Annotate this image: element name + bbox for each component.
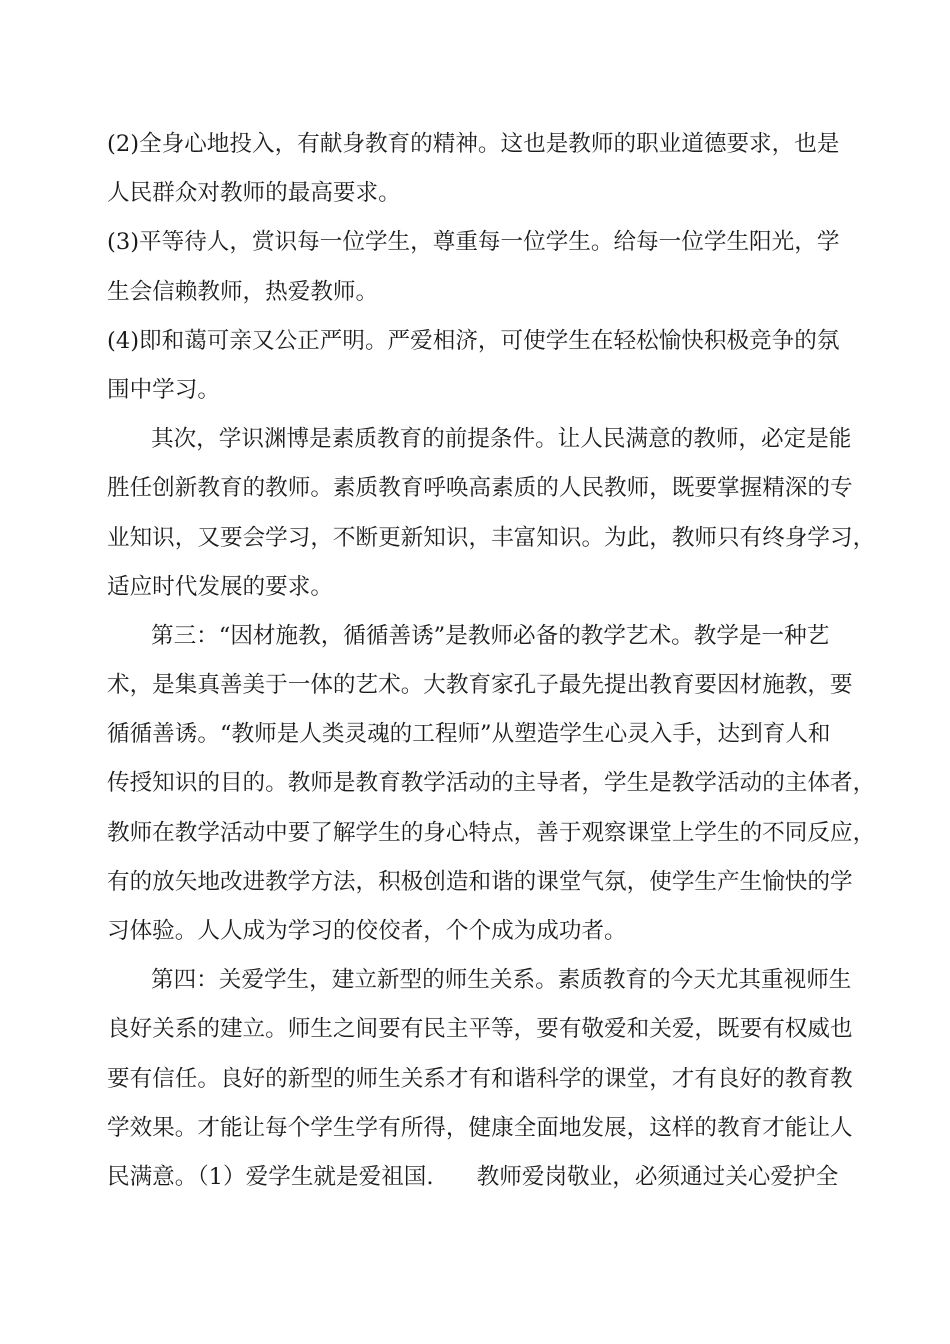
text-line: 围中学习。: [107, 376, 220, 403]
paragraph-point-2: [107, 120, 852, 218]
text-line: 人民群众对教师的最高要求。: [107, 180, 401, 207]
text-line: 传授知识的目的。教师是教育教学活动的主导者，学生是教学活动的主体者，: [107, 770, 876, 797]
text-line: 胜任创新教育的教师。素质教育呼唤高素质的人民教师，既要掌握精深的专: [107, 475, 853, 502]
text-line: 适应时代发展的要求。: [107, 573, 333, 600]
text-line: (4)即和蔼可亲又公正严明。严爱相济，可使学生在轻松愉快积极竞争的氛: [107, 327, 840, 354]
paragraph-point-4: [107, 317, 852, 415]
text-line: 术，是集真善美于一体的艺术。大教育家孔子最先提出教育要因材施教，要: [107, 672, 853, 699]
paragraph-third: [107, 612, 876, 956]
text-line: 业知识，又要会学习，不断更新知识，丰富知识。为此，教师只有终身学习，: [107, 524, 876, 551]
paragraph-second: [107, 415, 876, 612]
text-line: 良好关系的建立。师生之间要有民主平等，要有敬爱和关爱，既要有权威也: [107, 1016, 853, 1043]
text-line: 生会信赖教师，热爱教师。: [107, 278, 379, 305]
text-line: 教师在教学活动中要了解学生的身心特点，善于观察课堂上学生的不同反应，: [107, 819, 876, 846]
text-line: 民满意。（1）爱学生就是爱祖国. 教师爱岗敬业，必须通过关心爱护全: [107, 1163, 839, 1190]
text-line: 学效果。才能让每个学生学有所得，健康全面地发展，这样的教育才能让人: [107, 1114, 853, 1141]
paragraph-fourth: [107, 956, 852, 1202]
text-line: 第三：“因材施教，循循善诱”是教师必备的教学艺术。教学是一种艺: [151, 622, 830, 649]
text-line: 有的放矢地改进教学方法，积极创造和谐的课堂气氛，使学生产生愉快的学: [107, 868, 853, 895]
text-line: (3)平等待人，赏识每一位学生，尊重每一位学生。给每一位学生阳光，学: [107, 229, 840, 256]
text-line: 其次，学识渊博是素质教育的前提条件。让人民满意的教师，必定是能: [151, 426, 852, 453]
text-line: 要有信任。良好的新型的师生关系才有和谐科学的课堂，才有良好的教育教: [107, 1065, 853, 1092]
text-line: 习体验。人人成为学习的佼佼者，个个成为成功者。: [107, 918, 627, 944]
text-line: 循循善诱。“教师是人类灵魂的工程师”从塑造学生心灵入手，达到育人和: [107, 721, 831, 748]
document-page: [107, 120, 876, 1202]
text-line: (2)全身心地投入，有献身教育的精神。这也是教师的职业道德要求，也是: [107, 131, 840, 157]
text-line: 第四：关爱学生，建立新型的师生关系。素质教育的今天尤其重视师生: [151, 967, 852, 994]
paragraph-point-3: [107, 218, 852, 316]
